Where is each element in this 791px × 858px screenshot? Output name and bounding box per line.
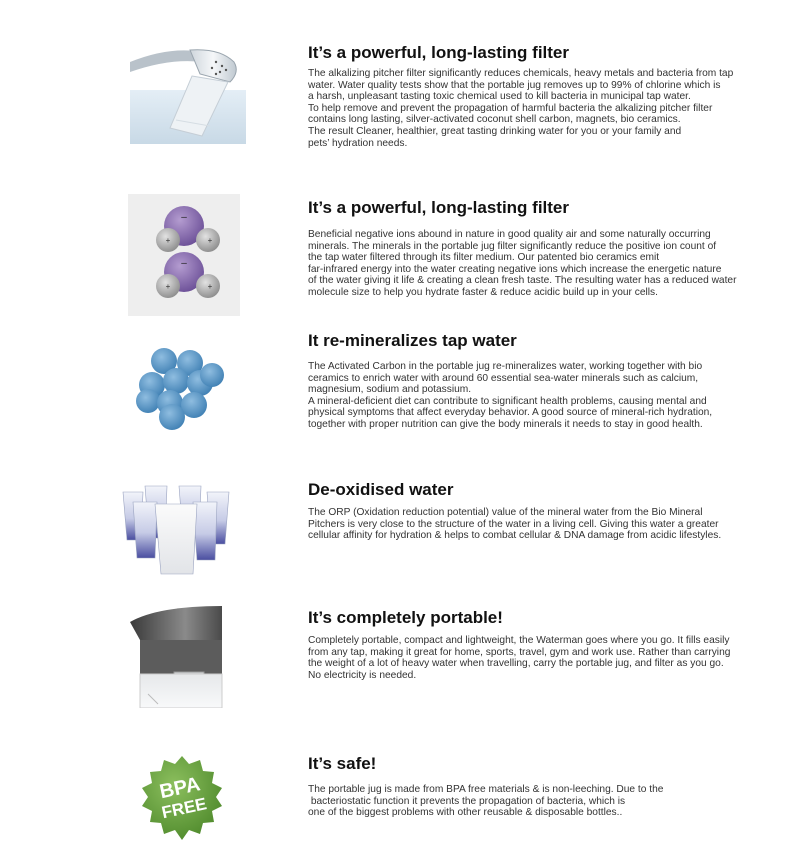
feature-title: It’s a powerful, long-lasting filter [308, 43, 569, 62]
svg-text:+: + [207, 236, 213, 245]
feature-description: The ORP (Oxidation reduction potential) value of the mineral water from the Bio Mineral Pitchers is very close to the structure of the water in a living cell. Giving this water a greater cellular affinity for hydration & helps to combat cellular & DNA damage from acidic lifestyles. [308, 507, 722, 542]
feature-title: It’s a powerful, long-lasting filter [308, 198, 569, 217]
bpa-free-badge-icon [134, 754, 230, 844]
feature-title: De-oxidised water [308, 480, 454, 499]
badge-text-free: FREE [160, 794, 209, 823]
negative-ion-molecule-icon [128, 194, 240, 316]
svg-text:+: + [207, 282, 213, 291]
feature-title: It’s completely portable! [308, 608, 503, 627]
svg-text:+: + [165, 236, 171, 245]
feature-title: It re-mineralizes tap water [308, 331, 517, 350]
badge-text-bpa: BPA [157, 773, 203, 804]
feature-description: The portable jug is made from BPA free materials & is non-leeching. Due to the bacteriostatic function it prevents the propagation of bacteria, which is one of the biggest problems with other reusable & disposable bottles.. [308, 784, 664, 819]
feature-description: The Activated Carbon in the portable jug re-mineralizes water, working together with bio ceramics to enrich water with around 60 essential sea-water minerals such as calcium, magnesium, sodium and potassium. A mineral-deficient diet can contribute to significant health problems, causing mental and physical symptoms that affect everyday behavior. A good source of mineral-rich hydration, together with proper nutrition can give the body minerals it needs to stay in good health. [308, 361, 713, 430]
svg-text:–: – [181, 258, 187, 269]
feature-title: It’s safe! [308, 754, 377, 773]
feature-description: Completely portable, compact and lightweight, the Waterman goes where you go. It fills easily from any tap, making it great for home, sports, travel, gym and work use. Rather than carrying the weight of a lot of heavy water when travelling, carry the portable jug, and filter as you go. No electricity is needed. [308, 635, 731, 681]
mineral-cluster-icon [134, 343, 228, 433]
svg-text:–: – [181, 212, 187, 223]
feature-description: The alkalizing pitcher filter significantly reduces chemicals, heavy metals and bacteria from tap water. Water quality tests show that the portable jug removes up to 99% of chlorine which is a harsh, unpleasant tasting toxic chemical used to kill bacteria in municipal tap water. To help remove and prevent the propagation of harmful bacteria the alkalizing pitcher filter contains long lasting, silver-activated coconut shell carbon, magnets, bio ceramics. The result Cleaner, healthier, great tasting drinking water for you or your family and pets’ hydration needs. [308, 68, 734, 149]
water-pitcher-icon [128, 604, 224, 708]
water-glasses-icon [121, 482, 233, 580]
faucet-filter-icon [130, 40, 246, 144]
feature-description: Beneficial negative ions abound in nature in good quality air and some naturally occurring minerals. The minerals in the portable jug filter significantly reduce the positive ion count of the tap water filtered through its filter medium. Our patented bio ceramics emit far-infrared energy into the water creating negative ions which increase the energetic nature of the water giving it life & creating a clean fresh taste. The resulting water has a reduced water molecule size to help you hydrate faster & reduce acidic build up in your cells. [308, 229, 737, 298]
svg-text:+: + [165, 282, 171, 291]
